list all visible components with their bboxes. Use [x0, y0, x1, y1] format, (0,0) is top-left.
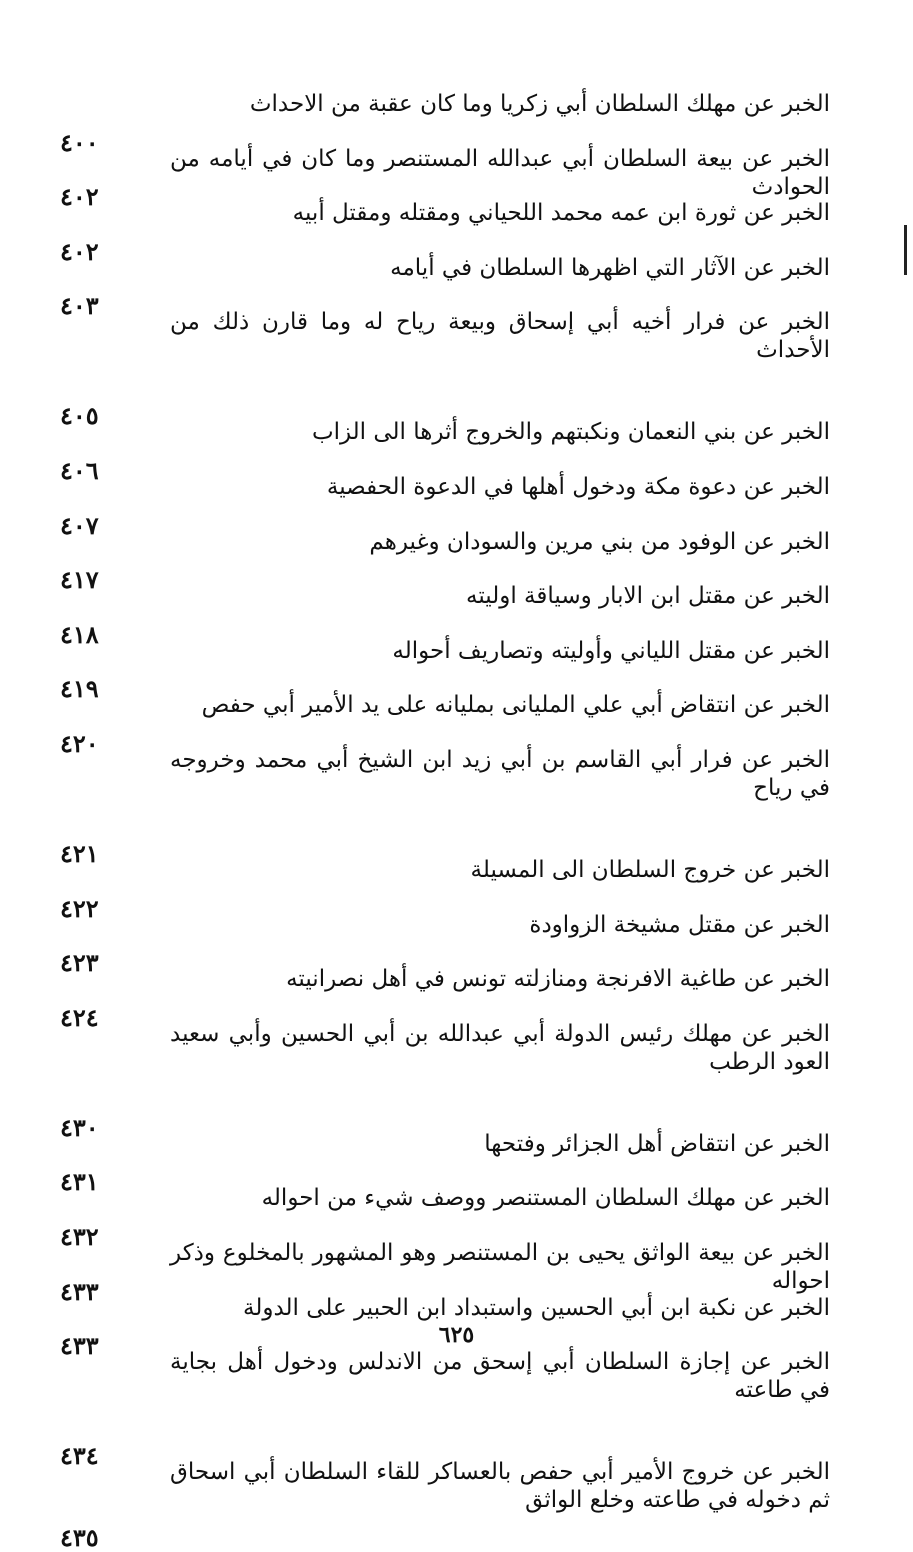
- toc-entry-title: الخبر عن مهلك رئيس الدولة أبي عبدالله بن أبي الحسين وأبي سعيد العود الرطب: [170, 1020, 830, 1075]
- toc-entry-title: الخبر عن مهلك السلطان المستنصر ووصف شيء من احواله: [261, 1185, 830, 1212]
- toc-entry-title: الخبر عن إجازة السلطان أبي إسحق من الاندلس ودخول أهل بجاية في طاعته: [170, 1349, 830, 1404]
- toc-entry-page: ٤٣٥: [60, 1523, 99, 1552]
- toc-entry: [60, 254, 840, 321]
- toc-entry-page: ٤٢٠: [60, 728, 99, 758]
- toc-entry-page: ٤١٧: [60, 565, 99, 595]
- toc-entry-title: الخبر عن طاغية الافرنجة ومنازلته تونس في أهل نصرانيته: [286, 966, 830, 993]
- toc-entry: [60, 637, 840, 704]
- toc-entry: [60, 1239, 840, 1306]
- toc-entry: [60, 473, 840, 540]
- toc-entry-page: ٤٢٣: [60, 948, 99, 978]
- toc-entry-page: ٤٣٤: [60, 1441, 99, 1471]
- toc-entry: [60, 746, 840, 868]
- toc-entry-page: ٤١٩: [60, 674, 99, 704]
- margin-mark: [904, 225, 907, 275]
- toc-entry-page: ٤٣٣: [60, 1331, 99, 1361]
- toc-entry-title: الخبر عن دعوة مكة ودخول أهلها في الدعوة الحفصية: [326, 473, 830, 500]
- toc-entry-page: ٤٠٣: [60, 291, 99, 321]
- toc-entry: [60, 308, 840, 431]
- toc-entry: [60, 90, 840, 157]
- toc-entry-title: الخبر عن ثورة ابن عمه محمد اللحياني ومقتله ومقتل أبيه: [292, 200, 830, 227]
- toc-entry: [60, 911, 840, 978]
- toc-entry: [60, 1130, 840, 1197]
- toc-entry-page: ٤٠٦: [60, 455, 99, 485]
- toc-entry: [60, 1020, 840, 1142]
- toc-entry-title: الخبر عن مقتل اللياني وأوليته وتصاريف أحواله: [392, 637, 830, 664]
- toc-entry-title: الخبر عن الآثار التي اظهرها السلطان في أيامه: [390, 254, 830, 281]
- toc-entry: [60, 145, 840, 212]
- toc-entry-page: ٤٣٠: [60, 1112, 99, 1142]
- toc-entry: [60, 418, 840, 485]
- toc-entry: [60, 528, 840, 595]
- toc-entry-title: الخبر عن بيعة السلطان أبي عبدالله المستنصر وما كان في أيامه من الحوادث: [170, 145, 830, 200]
- toc-entry-title: الخبر عن خروج السلطان الى المسيلة: [470, 856, 830, 883]
- toc-entry-page: ٤٠٢: [60, 182, 99, 212]
- toc-entry-title: الخبر عن خروج الأمير أبي حفص بالعساكر للقاء السلطان أبي اسحاق ثم دخوله في طاعته وخلع الواثق: [170, 1459, 830, 1514]
- toc-entry-title: الخبر عن مهلك السلطان أبي زكريا وما كان عقبة من الاحداث: [249, 91, 830, 117]
- toc-entry-page: ٤٣١: [60, 1167, 99, 1197]
- toc-entry-title: الخبر عن مقتل ابن الابار وسياقة اوليته: [466, 583, 830, 610]
- toc-entry: [60, 965, 840, 1032]
- toc-entry: [60, 856, 840, 923]
- toc-entry: [60, 582, 840, 649]
- toc-entry-title: الخبر عن بيعة الواثق يحيى بن المستنصر وهو المشهور بالمخلوع وذكر احواله: [170, 1239, 830, 1294]
- toc-entry: [60, 1348, 840, 1471]
- toc-entry: [60, 691, 840, 758]
- toc-entry: [60, 1458, 840, 1552]
- toc-entry-page: ٤٣٢: [60, 1221, 99, 1251]
- toc-entry-page: ٤٢٤: [60, 1002, 99, 1032]
- toc-entry-title: الخبر عن نكبة ابن أبي الحسين واستبداد ابن الحبير على الدولة: [243, 1294, 830, 1321]
- toc-entry-page: ٤٢٢: [60, 893, 99, 923]
- toc-entry-page: ٤٠٥: [60, 401, 99, 431]
- toc-entry-page: ٤١٨: [60, 619, 99, 649]
- toc-entry-title: الخبر عن الوفود من بني مرين والسودان وغيرهم: [369, 528, 830, 555]
- toc-entry-title: الخبر عن فرار أبي القاسم بن أبي زيد ابن الشيخ أبي محمد وخروجه في رياح: [170, 746, 830, 801]
- toc-entry-title: الخبر عن فرار أخيه أبي إسحاق وبيعة رياح له وما قارن ذلك من الأحداث: [170, 309, 830, 364]
- toc-entry-title: الخبر عن مقتل مشيخة الزواودة: [529, 911, 830, 938]
- toc-entry-title: الخبر عن انتقاض أبي علي المليانى بمليانه على يد الأمير أبي حفص: [201, 692, 830, 719]
- toc-entry-page: ٤٢١: [60, 838, 99, 868]
- toc-entry-page: ٤٠٠: [60, 127, 99, 157]
- toc-entry-title: الخبر عن انتقاض أهل الجزائر وفتحها: [484, 1130, 830, 1157]
- toc-entry: [60, 199, 840, 266]
- page-number: ٦٢٥: [438, 1322, 475, 1348]
- toc-entry-page: ٤٣٣: [60, 1276, 99, 1306]
- toc-entry-page: ٤٠٧: [60, 510, 99, 540]
- toc-entry-page: ٤٠٢: [60, 236, 99, 266]
- toc-entry: [60, 1184, 840, 1251]
- toc-entry-title: الخبر عن بني النعمان ونكبتهم والخروج أثرها الى الزاب: [311, 419, 830, 446]
